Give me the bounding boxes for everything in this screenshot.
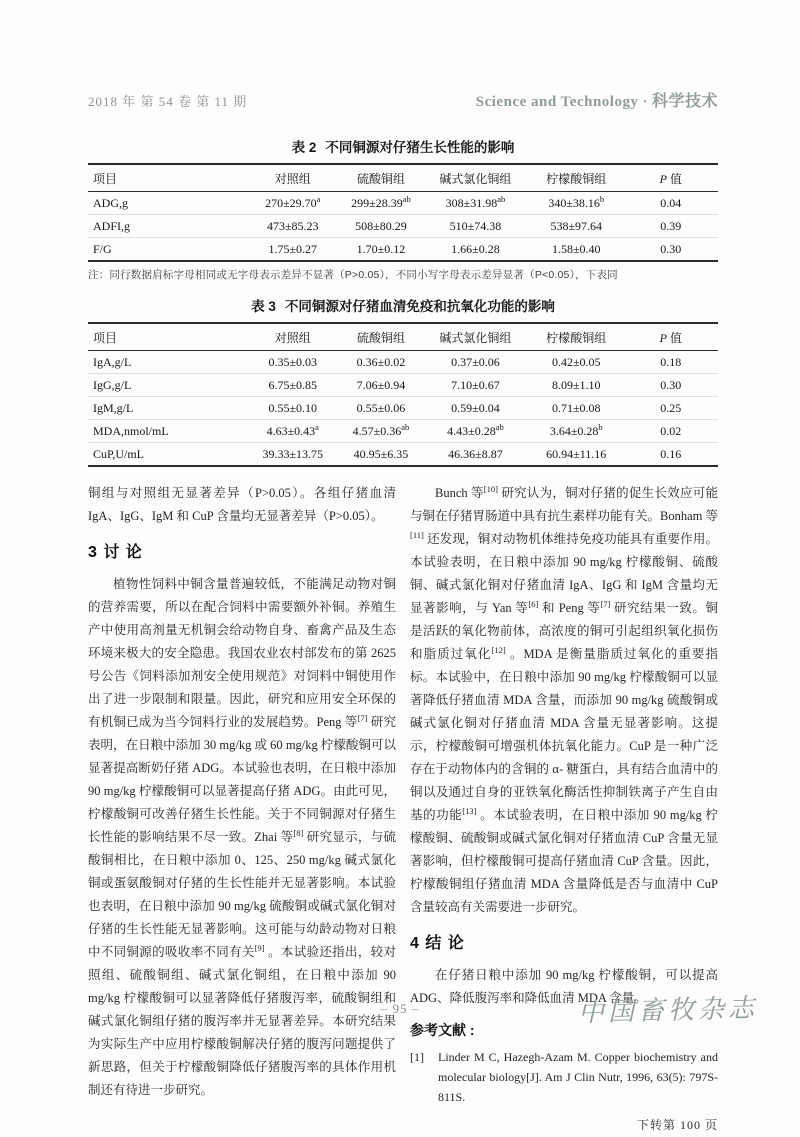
column-header: P 值 (623, 323, 718, 351)
table-cell: 60.94±11.16 (529, 443, 624, 467)
table-cell: IgG,g/L (88, 374, 246, 397)
conclusion-paragraph: 在仔猪日粮中添加 90 mg/kg 柠檬酸铜，可以提高 ADG、降低腹泻率和降低血清 MDA 含量。 (410, 968, 718, 1005)
table-cell: 0.02 (623, 420, 718, 443)
table-cell: 299±28.39$^{ab}$ (351, 193, 411, 210)
table-cell: 0.16 (623, 443, 718, 467)
left-column (88, 482, 396, 1137)
table-note: 注：同行数据肩标字母相同或无字母表示差异不显著（P>0.05），不同小写字母表示差异显著（P<0.05），下表同 (88, 269, 618, 281)
table-cell: ADFI,g (88, 215, 246, 238)
table-2-caption: 不同铜源对仔猪生长性能的影响 (325, 140, 515, 155)
table-cell: 0.36±0.02 (356, 354, 406, 369)
table-cell: 4.43±0.28$^{ab}$ (422, 420, 529, 443)
table-cell: 0.71±0.08 (529, 397, 624, 420)
table-cell: 1.66±0.28 (422, 238, 529, 262)
table-cell: 46.36±8.87 (422, 443, 529, 467)
column-header: 项目 (88, 323, 246, 351)
table-2-label: 表 2 (291, 140, 317, 155)
immune-antioxidant-table (88, 322, 718, 467)
table-row (88, 238, 718, 262)
table-cell: ADG,g (93, 195, 128, 210)
column-header: P 值 (623, 164, 718, 192)
table-3-title (88, 295, 718, 315)
column-header: 碱式氯化铜组 (422, 164, 529, 192)
table-cell: 6.75±0.85 (246, 374, 341, 397)
column-header: 柠檬酸铜组 (529, 164, 624, 192)
table-cell: 0.18 (660, 354, 682, 369)
section-label-cn: 科学技术 (651, 93, 718, 110)
growth-table-section (88, 136, 718, 282)
table-cell: 0.30 (623, 238, 718, 262)
journal-issue: 2018 年 第 54 卷 第 11 期 (88, 94, 248, 109)
reference-number: [1] (410, 1050, 424, 1064)
table-row (88, 192, 718, 215)
table-2-title (88, 136, 718, 156)
table-row (88, 420, 718, 443)
table-cell: 340±38.16$^b$ (548, 193, 605, 210)
table-cell: 0.55±0.10 (246, 397, 341, 420)
section-label-en: Science and Technology (475, 94, 639, 110)
table-cell: 0.35±0.03 (268, 354, 318, 369)
section-label-separator: · (642, 94, 648, 110)
table-cell: 0.55±0.06 (340, 397, 422, 420)
immune-table-section (88, 295, 718, 467)
page-header (88, 88, 718, 111)
table-row (88, 351, 718, 374)
table-cell: 4.57±0.36$^{ab}$ (340, 420, 422, 443)
table-cell: 0.59±0.04 (422, 397, 529, 420)
table-cell: 40.95±6.35 (340, 443, 422, 467)
column-header: 碱式氯化铜组 (422, 323, 529, 351)
table-cell: 1.75±0.27 (246, 238, 341, 262)
column-header: 项目 (88, 164, 246, 192)
table-cell: MDA,nmol/mL (88, 420, 246, 443)
table-cell: 3.64±0.28$^b$ (529, 420, 624, 443)
reference-text: Linder M C, Hazegh-Azam M. Copper biochemistry and molecular biology[J]. Am J Clin Nutr, 1996, 63(5): 797S-811S. (438, 1050, 718, 1104)
table-cell: 0.04 (660, 195, 682, 210)
table-cell: 0.30 (623, 374, 718, 397)
table-cell: IgM,g/L (88, 397, 246, 420)
journal-logo: 中国畜牧杂志 (577, 993, 759, 1029)
table-row (88, 443, 718, 467)
section-label (476, 88, 718, 111)
right-column (410, 482, 718, 1137)
table-cell: F/G (88, 238, 246, 262)
table-cell: 0.39 (623, 215, 718, 238)
table-cell: 308±31.98$^{ab}$ (445, 193, 506, 210)
table-cell: 0.42±0.05 (551, 354, 601, 369)
column-header: 对照组 (246, 164, 341, 192)
table-cell: 7.10±0.67 (422, 374, 529, 397)
table-cell: CuP,U/mL (88, 443, 246, 467)
discussion-paragraph-2: Bunch 等[10] 研究认为，铜对仔猪的促生长效应可能与铜在仔猪胃肠道中具有抗生素样功能有关。Bonham 等[11] 还发现，铜对动物机体维持免疫功能具有重要作用。本试验表明，在日粮中添加 90 mg/kg 柠檬酸铜、硫酸铜、碱式氯化铜对仔猪血清 IgA、IgG 和 IgM 含量均无显著影响，与 Yan 等[6] 和 Peng 等[7] 研究结果一致。铜是活跃的氧化物前体，高浓度的铜可引起组织氧化损伤和脂质过氧化[12] 。MDA 是衡量脂质过氧化的重要指标。本试验中，在日粮中添加 90 mg/kg 柠檬酸铜可以显著降低仔猪血清 MDA 含量，而添加 90 mg/kg 硫酸铜或碱式氯化铜对仔猪血清 MDA 含量无显著影响。这提示，柠檬酸铜可增强机体抗氧化能力。CuP 是一种广泛存在于动物体内的含铜的 α- 糖蛋白，具有结合血清中的铜以及通过自身的亚铁氧化酶活性抑制铁离子产生自由基的功能[13] 。本试验表明，在日粮中添加 90 mg/kg 柠檬酸铜、硫酸铜或碱式氯化铜对仔猪血清 CuP 含量无显著影响，但柠檬酸铜可提高仔猪血清 CuP 含量。因此，柠檬酸铜组仔猪血清 MDA 含量降低是否与血清中 CuP 含量较高有关需要进一步研究。 (410, 483, 718, 914)
discussion-paragraph: 植物性饲料中铜含量普遍较低，不能满足动物对铜的营养需要，所以在配合饲料中需要额外补铜。养殖生产中使用高剂量无机铜会给动物自身、畜禽产品及生态环境来极大的安全隐患。我国农业农村部发布的第 2625 号公告《饲料添加剂安全使用规范》对饲料中铜使用作出了进一步限制和限量。因此，研究和应用安全环保的有机铜已成为当今饲料行业的发展趋势。Peng 等[7] 研究表明，在日粮中添加 30 mg/kg 或 60 mg/kg 柠檬酸铜可以显著提高断奶仔猪 ADG。本试验也表明，在日粮中添加 90 mg/kg 柠檬酸铜可以显著提高仔猪 ADG。由此可见，柠檬酸铜可改善仔猪生长性能。关于不同铜源对仔猪生长性能的影响结果不尽一致。Zhai 等[8] 研究显示，与硫酸铜相比，在日粮中添加 0、125、250 mg/kg 碱式氯化铜或蛋氨酸铜对仔猪的生长性能并无显著影响。本试验也表明，在日粮中添加 90 mg/kg 硫酸铜或碱式氯化铜对仔猪的生长性能无显著影响。这可能与幼龄动物对日粮中不同铜源的吸收率不同有关[9] 。本试验还指出，较对照组、硫酸铜组、碱式氯化铜组，在日粮中添加 90 mg/kg 柠檬酸铜可以显著降低仔猪腹泻率，硫酸铜组和碱式氯化铜组仔猪的腹泻率并无显著差异。本研究结果为实际生产中应用柠檬酸铜解决仔猪的腹泻问题提供了新思路，但关于柠檬酸铜降低仔猪腹泻率的具体作用机制还有待进一步研究。 (88, 577, 396, 1097)
table-cell: 8.09±1.10 (529, 374, 624, 397)
table-cell: 508±80.29 (340, 215, 422, 238)
table-header-row (88, 323, 718, 351)
table-cell: 1.58±0.40 (529, 238, 624, 262)
table-cell: 538±97.64 (529, 215, 624, 238)
table-3-caption: 不同铜源对仔猪血清免疫和抗氧化功能的影响 (284, 299, 555, 314)
continued-note: 下转第 100 页 (636, 1118, 718, 1132)
article-content (88, 136, 718, 1137)
table-cell: 39.33±13.75 (246, 443, 341, 467)
table-header-row (88, 164, 718, 192)
table-row (88, 397, 718, 420)
table-cell: 473±85.23 (246, 215, 341, 238)
column-header: 硫酸铜组 (340, 323, 422, 351)
references-heading: 参考文献 : (410, 1022, 475, 1038)
table-3-label: 表 3 (251, 299, 276, 314)
table-cell: 0.25 (623, 397, 718, 420)
table-cell: 7.06±0.94 (340, 374, 422, 397)
results-paragraph-continued: 铜组与对照组无显著差异（P>0.05）。各组仔猪血清 IgA、IgG、IgM 和 CuP 含量均无显著差异（P>0.05）。 (88, 486, 396, 523)
page-number: – 95 – (380, 1001, 420, 1016)
table-cell: IgA,g/L (93, 354, 132, 369)
column-header: 硫酸铜组 (340, 164, 422, 192)
table-cell: 0.37±0.06 (451, 354, 500, 369)
column-header: 柠檬酸铜组 (529, 323, 624, 351)
table-cell: 1.70±0.12 (340, 238, 422, 262)
two-column-text (88, 482, 718, 1137)
table-row (88, 374, 718, 397)
discussion-heading: 3 讨 论 (88, 544, 143, 561)
table-cell: 4.63±0.43$^a$ (246, 420, 341, 443)
table-cell: 510±74.38 (422, 215, 529, 238)
conclusion-heading: 4 结 论 (410, 935, 465, 952)
table-cell: 270±29.70$^a$ (265, 193, 321, 210)
table-row (88, 215, 718, 238)
column-header: 对照组 (246, 323, 341, 351)
reference-item (410, 1047, 718, 1107)
growth-performance-table (88, 163, 718, 262)
